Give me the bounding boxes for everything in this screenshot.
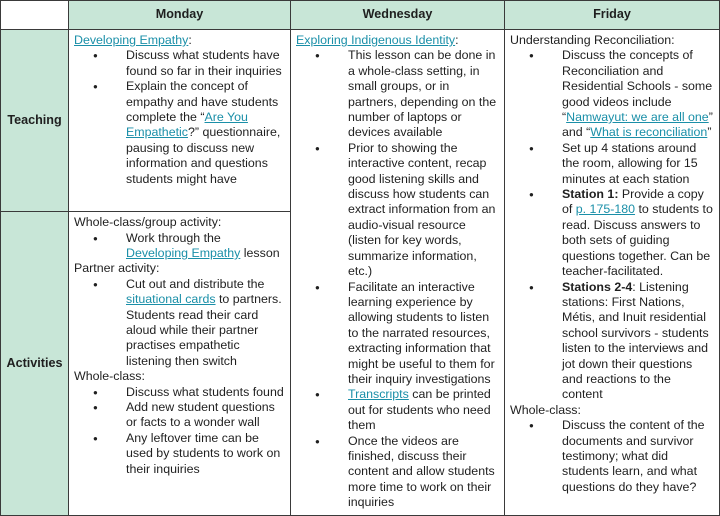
list-item: ● Discuss what students have found so far in their inquiries: [74, 48, 285, 79]
list-item: ● Transcripts can be printed out for students who need them: [296, 387, 499, 433]
row-label-activities: Activities: [1, 212, 69, 515]
transcripts-link[interactable]: Transcripts: [348, 387, 409, 402]
list-item: ● Discuss what students found: [74, 385, 285, 400]
exploring-indigenous-identity-link[interactable]: Exploring Indigenous Identity: [296, 33, 456, 47]
list-item: ● Set up 4 stations around the room, allowing for 15 minutes at each station: [510, 141, 714, 187]
wednesday-list: [296, 48, 499, 510]
what-is-reconciliation-link[interactable]: What is reconciliation: [590, 125, 708, 140]
monday-whole-class-label: Whole-class:: [74, 369, 145, 384]
monday-activities-cell: [69, 212, 291, 515]
friday-list: [510, 48, 714, 402]
teaching-row: [1, 30, 720, 212]
wednesday-heading: Exploring Indigenous Identity:: [296, 33, 459, 47]
monday-teaching-list: [74, 48, 285, 187]
monday-group-activity-list: [74, 231, 285, 262]
list-item: ● Cut out and distribute the situational cards to partners. Students read their card aloud while their partner practises empathetic listening then switch: [74, 277, 285, 369]
wednesday-cell: [291, 30, 505, 516]
list-item: ● Stations 2-4: Listening stations: First Nations, Métis, and Inuit residential school survivors - students listen to the interviews and jot down their questions and reactions to the content: [510, 280, 714, 403]
list-item: ● Discuss the content of the documents and survivor testimony; what did students learn, and what questions do they have?: [510, 418, 714, 495]
header-friday: Friday: [505, 1, 720, 30]
corner-cell: [1, 1, 69, 30]
monday-partner-activity-label: Partner activity:: [74, 261, 160, 276]
list-item: ● Prior to showing the interactive content, recap good listening skills and discuss how students can extract information from an audio-visual resource (listen for key words, summarize information, etc.): [296, 141, 499, 280]
monday-teaching-cell: [69, 30, 291, 212]
friday-heading: Understanding Reconciliation:: [510, 33, 675, 47]
friday-whole-class-label: Whole-class:: [510, 402, 581, 417]
are-you-empathetic-link[interactable]: Are You Empathetic: [126, 110, 248, 140]
namwayut-link[interactable]: Namwayut: we are all one: [566, 110, 709, 125]
pages-175-180-link[interactable]: p. 175-180: [575, 202, 636, 217]
situational-cards-link[interactable]: situational cards: [126, 292, 216, 307]
list-item: ● Discuss the concepts of Reconciliation and Residential Schools - some good videos include “Namwayut: we are all one” and “What is reconciliation”: [510, 48, 714, 140]
header-monday: Monday: [69, 1, 291, 30]
list-item: ● Any leftover time can be used by students to work on their inquiries: [74, 431, 285, 477]
header-row: [1, 1, 720, 30]
row-label-teaching: Teaching: [1, 30, 69, 212]
list-item: ● This lesson can be done in a whole-class setting, in small groups, or in partners, depending on the number of laptops or devices available: [296, 48, 499, 140]
list-item: ● Station 1: Provide a copy of p. 175-180 to students to read. Discuss answers to both sets of guiding questions together. Can be teacher-facilitated.: [510, 187, 714, 279]
list-item: ● Facilitate an interactive learning experience by allowing students to listen to the narrated resources, extracting information that might be useful to them for their inquiry investigations: [296, 280, 499, 388]
friday-cell: [505, 30, 720, 516]
monday-partner-activity-list: [74, 277, 285, 369]
header-wednesday: Wednesday: [291, 1, 505, 30]
monday-whole-class-list: [74, 385, 285, 477]
developing-empathy-lesson-link[interactable]: Developing Empathy: [126, 245, 241, 260]
monday-group-activity-label: Whole-class/group activity:: [74, 215, 222, 230]
list-item: ● Once the videos are finished, discuss their content and allow students more time to work on their inquiries: [296, 434, 499, 511]
friday-whole-class-list: [510, 418, 714, 495]
list-item: ● Add new student questions or facts to a wonder wall: [74, 400, 285, 431]
list-item: ● Work through the Developing Empathy lesson: [74, 231, 285, 262]
list-item: ● Explain the concept of empathy and have students complete the “Are You Empathetic?” questionnaire, pausing to discuss new information and questions students might have: [74, 79, 285, 187]
developing-empathy-link[interactable]: Developing Empathy: [74, 33, 189, 47]
monday-teaching-heading: Developing Empathy:: [74, 33, 192, 47]
